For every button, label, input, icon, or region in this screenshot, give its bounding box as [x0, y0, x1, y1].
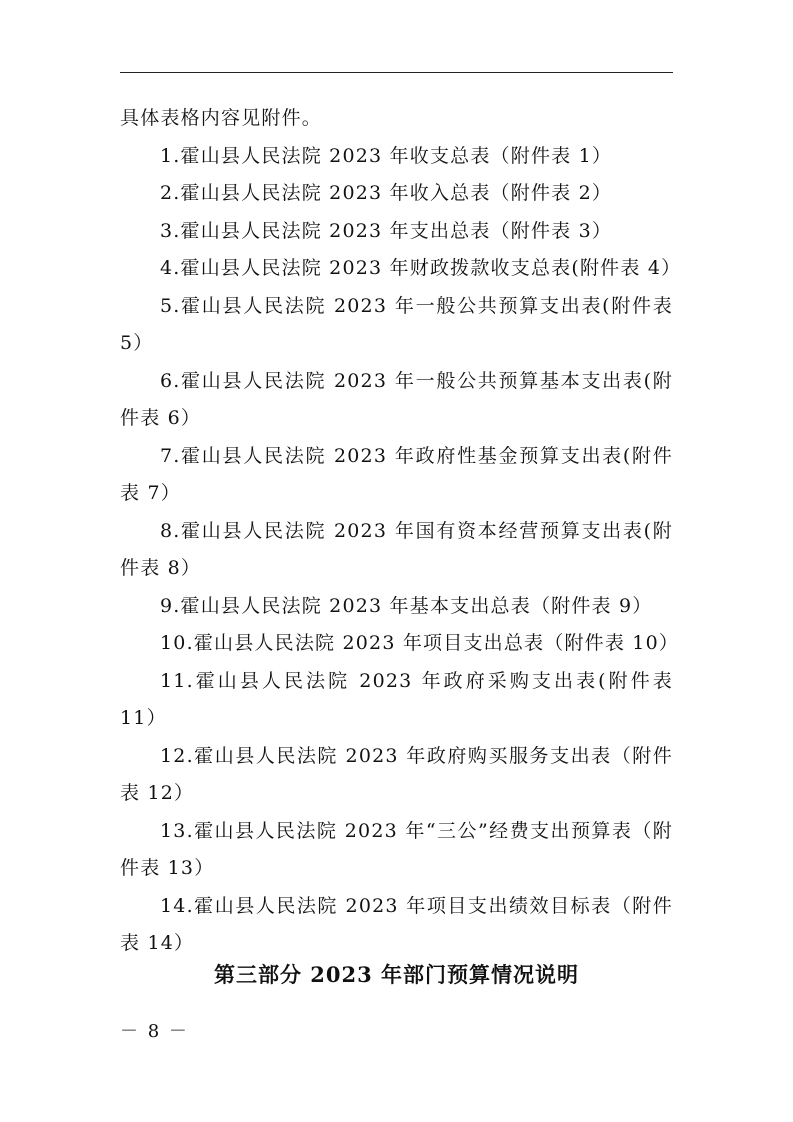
document-body — [120, 100, 682, 963]
list-item-5: 5.霍山县人民法院 2023 年一般公共预算支出表(附件表 5） — [120, 294, 673, 354]
list-item-7: 7.霍山县人民法院 2023 年政府性基金预算支出表(附件表 7） — [120, 444, 673, 504]
list-item-9: 9.霍山县人民法院 2023 年基本支出总表（附件表 9） — [160, 594, 653, 617]
list-item-3: 3.霍山县人民法院 2023 年支出总表（附件表 3） — [160, 219, 613, 242]
list-item-8: 8.霍山县人民法院 2023 年国有资本经营预算支出表(附件表 8） — [120, 519, 673, 579]
list-item-13: 13.霍山县人民法院 2023 年“三公”经费支出预算表（附件表 13） — [120, 819, 673, 879]
list-item-14: 14.霍山县人民法院 2023 年项目支出绩效目标表（附件表 14） — [120, 894, 673, 954]
section-title: 第三部分 2023 年部门预算情况说明 — [213, 962, 580, 987]
page-number: － 8 － — [120, 1021, 189, 1042]
list-item-11: 11.霍山县人民法院 2023 年政府采购支出表(附件表 11） — [120, 669, 673, 729]
list-item-6: 6.霍山县人民法院 2023 年一般公共预算基本支出表(附件表 6） — [120, 369, 673, 429]
list-item-1: 1.霍山县人民法院 2023 年收支总表（附件表 1） — [160, 144, 613, 167]
intro-text: 具体表格内容见附件。 — [120, 107, 323, 129]
list-item-2: 2.霍山县人民法院 2023 年收入总表（附件表 2） — [160, 182, 613, 204]
header-rule — [120, 72, 673, 73]
list-item-4: 4.霍山县人民法院 2023 年财政拨款收支总表(附件表 4） — [160, 257, 682, 279]
list-item-12: 12.霍山县人民法院 2023 年政府购买服务支出表（附件表 12） — [120, 744, 673, 804]
list-item-10: 10.霍山县人民法院 2023 年项目支出总表（附件表 10） — [160, 632, 680, 654]
